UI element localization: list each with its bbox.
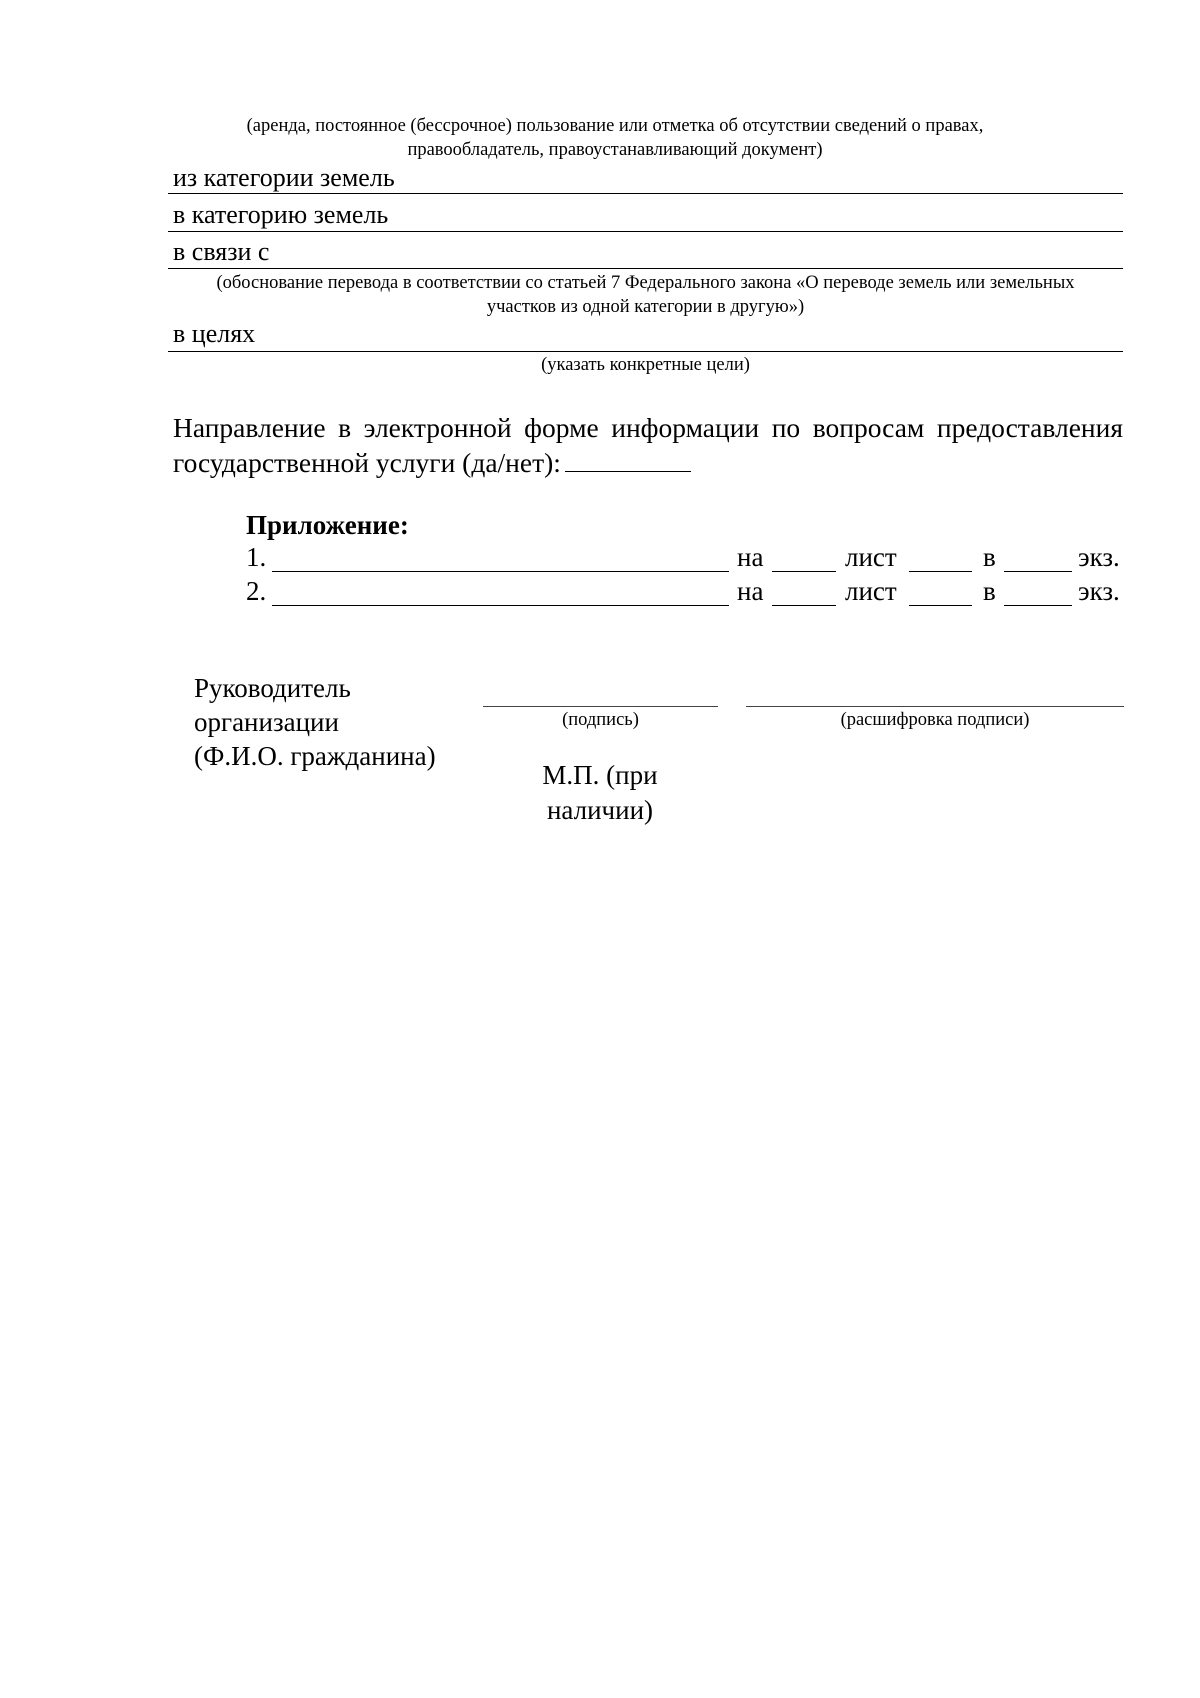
to-category-label: в категорию земель (173, 200, 389, 229)
attachment-ekz-label: экз. (1078, 542, 1120, 572)
to-category-field[interactable] (168, 231, 1123, 232)
electronic-info-line2: государственной услуги (да/нет): (173, 447, 561, 478)
purposes-field[interactable] (168, 351, 1123, 352)
attachment-list-field[interactable] (909, 571, 972, 572)
attachment-name-field[interactable] (272, 605, 729, 606)
ownership-note-line1: (аренда, постоянное (бессрочное) пользование или отметка об отсутствии сведений о правах, (246, 116, 984, 136)
purposes-note: (указать конкретные цели) (541, 355, 750, 375)
signature-decoding-field[interactable] (746, 706, 1124, 707)
attachment-na-label: на (737, 542, 764, 572)
attachment-list-field[interactable] (909, 605, 972, 606)
signature-field[interactable] (483, 706, 718, 707)
attachments-heading: Приложение: (246, 510, 409, 540)
stamp-line2: наличии) (546, 795, 654, 825)
from-category-field[interactable] (168, 193, 1123, 194)
ownership-note-line2: правообладатель, правоустанавливающий документ) (407, 140, 823, 160)
in-connection-field[interactable] (168, 268, 1123, 269)
attachment-name-field[interactable] (272, 571, 729, 572)
attachment-row-1 (0, 541, 1200, 575)
attachment-number: 2. (246, 576, 267, 606)
signature-decoding-caption: (расшифровка подписи) (840, 710, 1030, 730)
electronic-info-answer-field[interactable] (565, 449, 691, 472)
from-category-label: из категории земель (173, 163, 395, 192)
electronic-info-line1: Направление в электронной форме информации по вопросам предоставления (173, 412, 1123, 443)
in-connection-label: в связи с (173, 237, 270, 266)
attachment-copies-field[interactable] (1004, 605, 1072, 606)
attachment-row-2 (0, 575, 1200, 609)
attachment-v-label: в (983, 542, 996, 572)
attachment-list-label: лист (845, 576, 897, 606)
attachment-na-label: на (737, 576, 764, 606)
ownership-note (170, 114, 1060, 162)
signatory-role-line2: организации (194, 707, 339, 737)
signatory-role (194, 671, 436, 773)
signatory-role-line3: (Ф.И.О. гражданина) (194, 741, 436, 771)
in-connection-note (168, 271, 1123, 319)
attachment-sheets-field[interactable] (772, 571, 836, 572)
signatory-role-line1: Руководитель (194, 673, 351, 703)
signature-caption: (подпись) (562, 710, 639, 730)
stamp-place (500, 758, 700, 828)
attachment-list-label: лист (845, 542, 897, 572)
attachment-v-label: в (983, 576, 996, 606)
in-connection-note-line2: участков из одной категории в другую») (486, 297, 805, 317)
stamp-line1: М.П. (при (542, 760, 658, 790)
electronic-info-line2-wrap (173, 443, 1123, 483)
attachment-copies-field[interactable] (1004, 571, 1072, 572)
purposes-label: в целях (173, 319, 256, 348)
in-connection-note-line1: (обоснование перевода в соответствии со статьей 7 Федерального закона «О переводе земель или земельных (216, 273, 1075, 293)
attachment-ekz-label: экз. (1078, 576, 1120, 606)
attachment-sheets-field[interactable] (772, 605, 836, 606)
attachment-number: 1. (246, 542, 267, 572)
